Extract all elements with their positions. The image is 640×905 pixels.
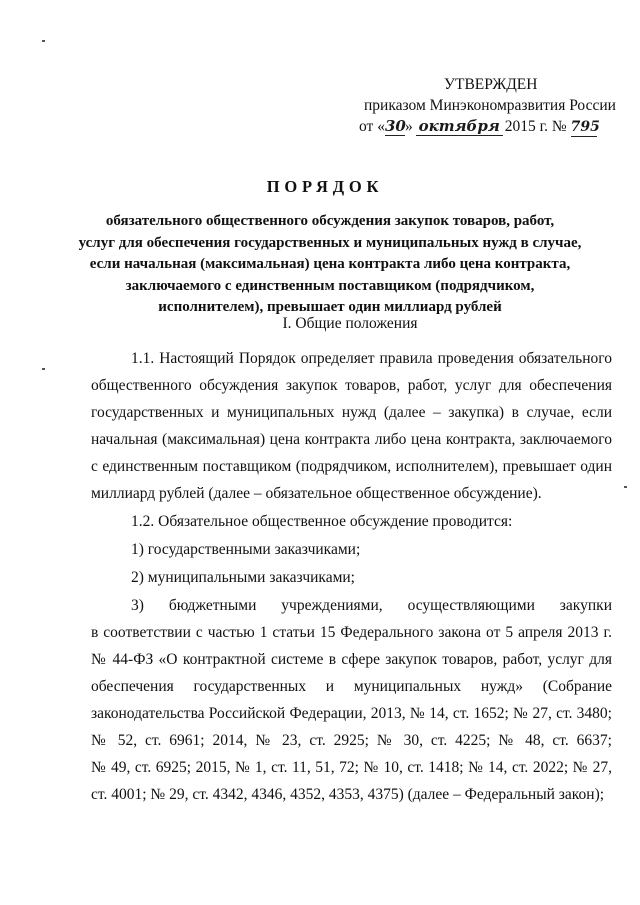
document-body <box>91 345 612 809</box>
approval-date-line <box>352 116 622 137</box>
text-line: 1) государственными заказчиками; <box>131 541 361 558</box>
text-line: № 44-ФЗ «О контрактной системе в сфере закупок товаров, работ, услуг для <box>91 651 612 668</box>
approval-order-line: приказом Минэкономразвития России <box>364 97 616 114</box>
text-line: 1.2. Обязательное общественное обсуждение проводится: <box>131 513 513 530</box>
text-line: 2) муниципальными заказчиками; <box>131 569 355 586</box>
text-line: с единственным поставщиком (подрядчиком, исполнителем), превышает один <box>91 458 612 475</box>
text-line: законодательства Российской Федерации, 2013, № 14, ст. 1652; № 27, ст. 3480; <box>91 705 612 722</box>
paragraph-1-1 <box>91 345 612 507</box>
scan-mark <box>42 368 45 370</box>
list-item-1 <box>91 536 612 563</box>
text-line: начальная (максимальная) цена контракта либо цена контракта, заключаемого <box>91 431 612 448</box>
text-line: № 52, ст. 6961; 2014, № 23, ст. 2925; № 30, ст. 4225; № 48, ст. 6637; <box>91 732 612 749</box>
document-title: ПОРЯДОК <box>266 177 384 196</box>
text-line: № 49, ст. 6925; 2015, № 1, ст. 11, 51, 72; № 10, ст. 1418; № 14, ст. 2022; № 27, <box>91 759 612 776</box>
approval-stamp <box>352 74 622 137</box>
list-item-2 <box>91 564 612 591</box>
text-line: государственных и муниципальных нужд (далее – закупка) в случае, если <box>91 404 612 421</box>
date-year: 2015 г. № <box>504 118 567 135</box>
subtitle-line: услуг для обеспечения государственных и муниципальных нужд в случае, <box>78 234 582 251</box>
handwritten-month: октября <box>416 118 503 136</box>
section-heading: I. Общие положения <box>282 315 418 332</box>
text-line: 1.1. Настоящий Порядок определяет правила проведения обязательного <box>131 350 612 367</box>
document-subtitle <box>60 211 600 319</box>
subtitle-line: обязательного общественного обсуждения закупок товаров, работ, <box>105 213 555 229</box>
paragraph-1-2 <box>91 508 612 535</box>
subtitle-line: заключаемого с единственным поставщиком (подрядчиком, <box>125 277 535 294</box>
scan-mark <box>42 40 45 42</box>
text-line: 3) бюджетными учреждениями, осуществляющими закупки <box>131 597 612 614</box>
handwritten-order-number: 795 <box>570 119 600 135</box>
handwritten-day: 30 <box>384 117 406 135</box>
date-prefix: от « <box>359 118 385 135</box>
text-line: обеспечения государственных и муниципальных нужд» (Собрание <box>91 678 612 695</box>
text-line: общественного обсуждения закупок товаров, работ, услуг для обеспечения <box>91 377 612 394</box>
approved-label: УТВЕРЖДЕН <box>444 76 538 93</box>
text-line: миллиард рублей (далее – обязательное общественное обсуждение). <box>91 485 542 502</box>
list-item-3 <box>91 592 612 808</box>
text-line: в соответствии с частью 1 статьи 15 Федерального закона от 5 апреля 2013 г. <box>91 624 612 641</box>
subtitle-line: исполнителем), превышает один миллиард рублей <box>158 299 502 316</box>
text-line: ст. 4001; № 29, ст. 4342, 4346, 4352, 4353, 4375) (далее – Федеральный закон); <box>91 786 605 803</box>
date-mid: » <box>404 118 413 135</box>
scan-mark <box>624 486 627 488</box>
subtitle-line: если начальная (максимальная) цена контракта либо цена контракта, <box>89 256 571 273</box>
